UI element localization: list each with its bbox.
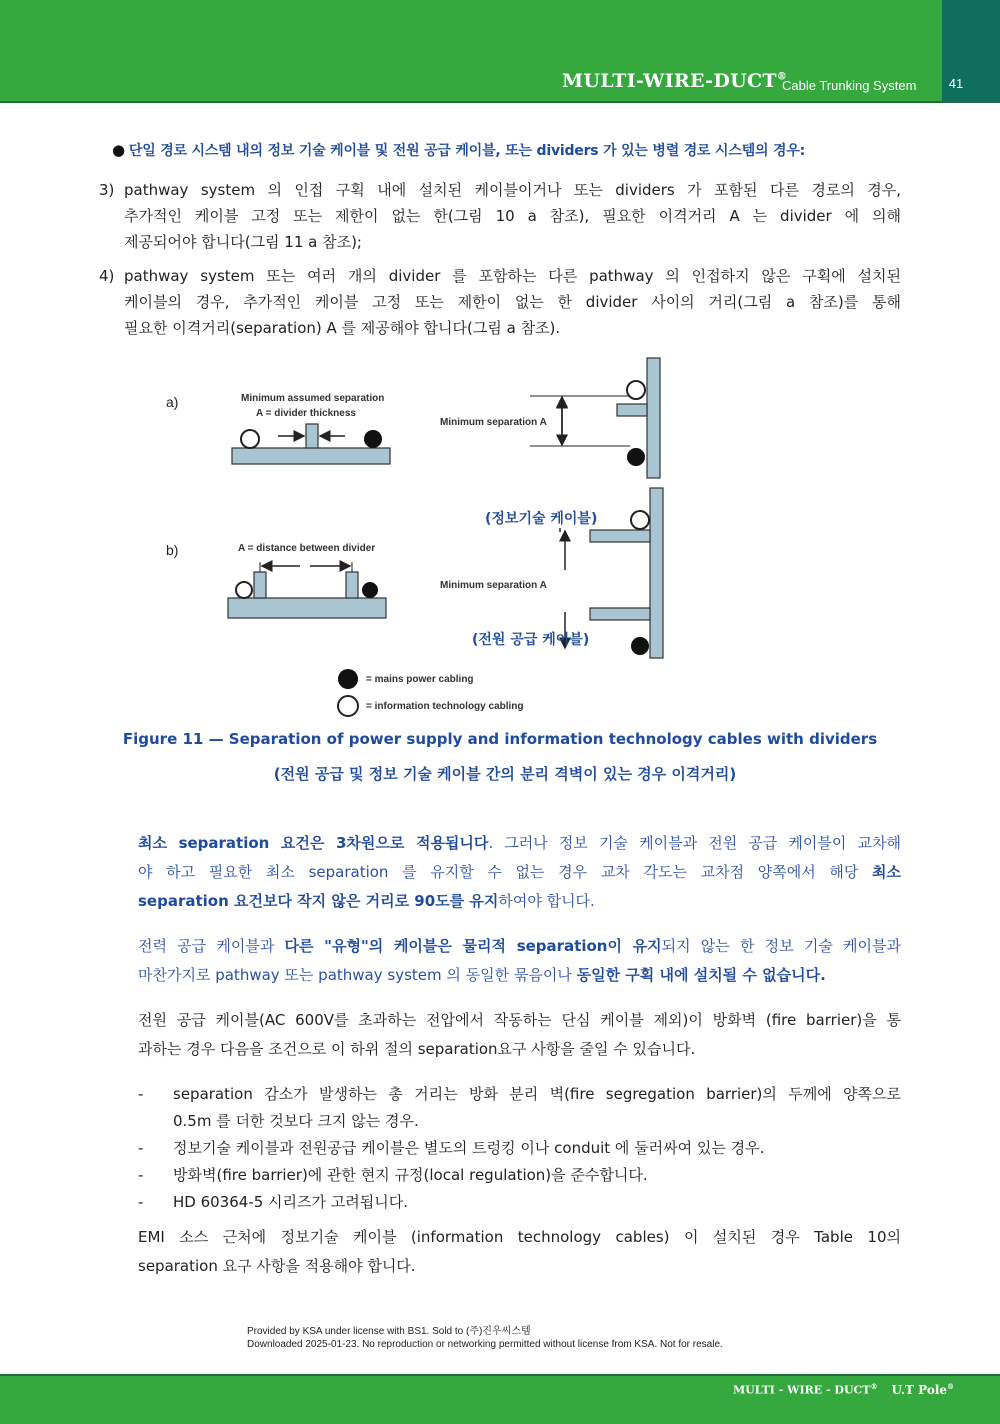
footer-brand: MULTI - WIRE - DUCT® U.T Pole® (733, 1382, 955, 1397)
legend-it-label: = information technology cabling (366, 701, 524, 712)
brand-subtitle: Cable Trunking System (782, 78, 917, 93)
bullet-dot-icon: ● (112, 141, 125, 159)
min-separation-b-label: Minimum separation A (440, 580, 547, 591)
list-item-number: 3) (99, 181, 115, 199)
figure-caption: Figure 11 — Separation of power supply and information technology cables with dividers (122, 730, 878, 748)
license-notice: Provided by KSA under license with BS1. Sold to (주)진우씨스템 Downloaded 2025-01-23. No reproduction or networking permitted without license from KSA. Not for resale. (247, 1326, 723, 1350)
list-item-number: 4) (99, 267, 115, 285)
legend-power-label: = mains power cabling (366, 674, 474, 685)
it-cable-label: (정보기술 케이블) (485, 511, 598, 527)
section-heading: ● 단일 경로 시스템 내의 정보 기술 케이블 및 전원 공급 케이블, 또는 dividers 가 있는 병렬 경로 시스템의 경우: (112, 141, 806, 159)
brand-title: MULTI-WIRE-DUCT® (562, 70, 788, 92)
list-item-line: pathway system 의 인접 구획 내에 설치된 케이블이거나 또는 dividers 가 포함된 다른 경로의 경우, (124, 181, 901, 199)
condition-item: - 정보기술 케이블과 전원공급 케이블은 별도의 트렁킹 이나 conduit 에 둘러싸여 있는 경우. (138, 1139, 765, 1157)
figure-11 (160, 350, 880, 720)
figure-label-a: a) (166, 394, 179, 410)
page-number: 41 (948, 76, 964, 91)
figure-diagram (160, 350, 880, 720)
condition-item-cont: 0.5m 를 더한 것보다 크지 않는 경우. (173, 1112, 419, 1130)
paragraph-emi: EMI 소스 근처에 정보기술 케이블 (information technology cables) 이 설치된 경우 Table 10의 separation 요구 사항을 적용해야 합니다. (138, 1228, 901, 1275)
paragraph-cable-types: 전력 공급 케이블과 다른 "유형"의 케이블은 물리적 separation이 유지되지 않는 한 정보 기술 케이블과 마찬가지로 pathway 또는 pathway system 의 동일한 묶음이나 동일한 구획 내에 설치될 수 없습니다. (138, 937, 902, 984)
diagram-a-wall (530, 358, 660, 478)
condition-item: - HD 60364-5 시리즈가 고려됩니다. (138, 1193, 408, 1211)
list-item-line: 케이블의 경우, 추가적인 케이블 고정 또는 제한이 없는 한 divider 사이의 거리(그림 a 참조)를 통해 (124, 293, 901, 311)
paragraph-fire-barrier: 전원 공급 케이블(AC 600V를 초과하는 전압에서 작동하는 단심 케이블 제외)이 방화벽 (fire barrier)을 통 과하는 경우 다음을 조건으로 이 하위 절의 separation요구 사항을 줄일 수 있습니다. (138, 1011, 901, 1058)
footer-divider (0, 1374, 1000, 1376)
min-assumed-label: Minimum assumed separation (241, 393, 385, 404)
list-item-line: 제공되어야 합니다(그림 11 a 참조); (124, 233, 362, 251)
min-separation-a-label: Minimum separation A (440, 417, 547, 428)
header-divider (0, 101, 1000, 103)
list-item-line: 필요한 이격거리(separation) A 를 제공해야 합니다(그림 a 참조). (124, 319, 561, 337)
divider-thickness-label: A = divider thickness (256, 408, 356, 419)
figure-label-b: b) (166, 542, 179, 558)
condition-item: - 방화벽(fire barrier)에 관한 현지 규정(local regulation)을 준수합니다. (138, 1166, 648, 1184)
distance-between-label: A = distance between divider (238, 543, 376, 554)
condition-list (138, 1081, 901, 1216)
diagram-b-dividers (228, 562, 386, 618)
condition-item: - separation 감소가 발생하는 총 거리는 방화 분리 벽(fire segregation barrier)의 두께에 양쪽으로 (138, 1085, 901, 1103)
power-cable-label: (전원 공급 케이블) (472, 632, 590, 648)
list-item-line: 추가적인 케이블 고정 또는 제한이 없는 한(그림 10 a 참조), 필요한 이격거리 A 는 divider 에 의해 (124, 207, 901, 225)
paragraph-separation-3d: 최소 separation 요건은 3차원으로 적용됩니다. 그러나 정보 기술 케이블과 전원 공급 케이블이 교차해 야 하고 필요한 최소 separation 를 유지할 수 없는 경우 교차 각도는 교차점 양쪽에서 해당 최소 separation 요건보다 작지 않은 거리로 90도를 유지하여야 합니다. (138, 834, 901, 910)
diagram-a-divider (232, 424, 390, 464)
figure-legend (338, 669, 358, 716)
list-item-line: pathway system 또는 여러 개의 divider 를 포함하는 다른 pathway 의 인접하지 않은 구획에 설치된 (124, 267, 901, 285)
figure-caption-korean: (전원 공급 및 정보 기술 케이블 간의 분리 격벽이 있는 경우 이격거리) (273, 765, 737, 783)
